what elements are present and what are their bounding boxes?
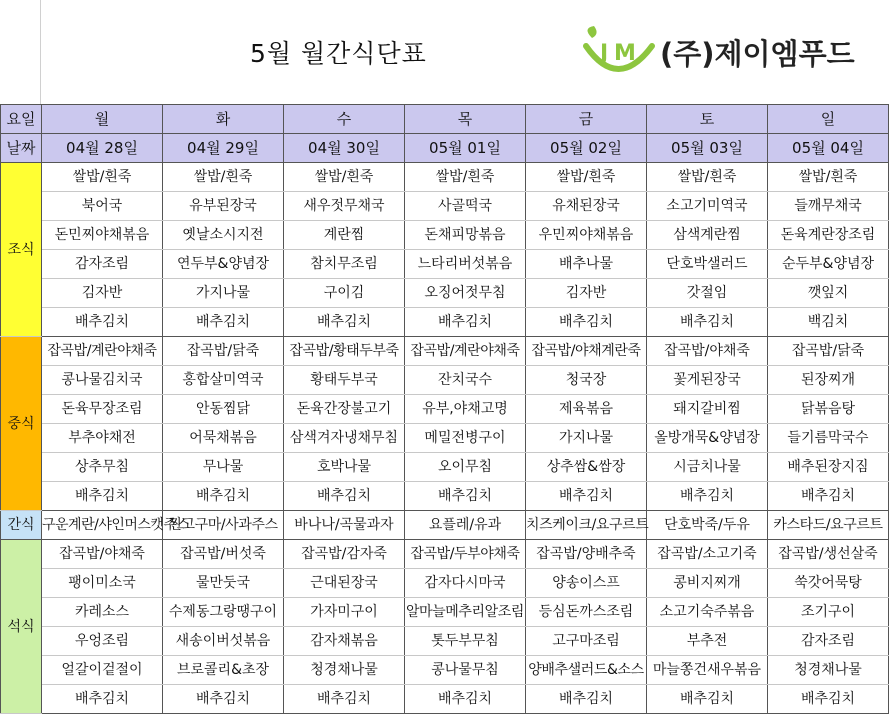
lunch-row <box>1 395 889 424</box>
menu-item: 무나물 <box>163 453 284 482</box>
date-cell: 05월 03일 <box>647 134 768 163</box>
dinner-row <box>1 627 889 656</box>
menu-item: 홍합살미역국 <box>163 366 284 395</box>
menu-item: 연두부&양념장 <box>163 250 284 279</box>
menu-item: 청국장 <box>526 366 647 395</box>
menu-item: 바나나/곡물과자 <box>284 511 405 540</box>
menu-item: 감자조림 <box>768 627 889 656</box>
menu-item: 갓절임 <box>647 279 768 308</box>
menu-item: 쌀밥/흰죽 <box>163 163 284 192</box>
menu-item: 쑥갓어묵탕 <box>768 569 889 598</box>
jm-logo-icon <box>578 24 658 82</box>
breakfast-row <box>1 279 889 308</box>
menu-item: 어묵채볶음 <box>163 424 284 453</box>
menu-item: 배추김치 <box>647 482 768 511</box>
menu-item: 소고기미역국 <box>647 192 768 221</box>
menu-item: 알마늘메추리알조림 <box>405 598 526 627</box>
menu-item: 배추김치 <box>768 685 889 714</box>
menu-item: 잡곡밥/닭죽 <box>768 337 889 366</box>
menu-item: 잡곡밥/소고기죽 <box>647 540 768 569</box>
lunch-row <box>1 482 889 511</box>
menu-item: 쌀밥/흰죽 <box>405 163 526 192</box>
date-cell: 04월 28일 <box>42 134 163 163</box>
menu-item: 새우젓무채국 <box>284 192 405 221</box>
breakfast-row <box>1 221 889 250</box>
menu-item: 잡곡밥/계란야채죽 <box>42 337 163 366</box>
menu-item: 배추나물 <box>526 250 647 279</box>
menu-item: 배추된장지짐 <box>768 453 889 482</box>
menu-item: 안동찜닭 <box>163 395 284 424</box>
menu-item: 호박나물 <box>284 453 405 482</box>
menu-item: 들기름막국수 <box>768 424 889 453</box>
menu-item: 찐고구마/사과주스 <box>163 511 284 540</box>
menu-item: 잔치국수 <box>405 366 526 395</box>
dinner-row <box>1 540 889 569</box>
menu-item: 배추김치 <box>526 685 647 714</box>
lunch-label: 중식 <box>1 337 42 511</box>
lunch-row <box>1 366 889 395</box>
breakfast-row <box>1 250 889 279</box>
menu-item: 배추김치 <box>42 308 163 337</box>
menu-item: 김자반 <box>526 279 647 308</box>
menu-item: 배추김치 <box>284 482 405 511</box>
menu-item: 잡곡밥/황태두부죽 <box>284 337 405 366</box>
menu-item: 배추김치 <box>405 308 526 337</box>
menu-item: 상추쌈&쌈장 <box>526 453 647 482</box>
weekday-cell: 금 <box>526 105 647 134</box>
menu-item: 우엉조림 <box>42 627 163 656</box>
menu-item: 김자반 <box>42 279 163 308</box>
breakfast-label: 조식 <box>1 163 42 337</box>
snack-label: 간식 <box>1 511 42 540</box>
breakfast-row <box>1 308 889 337</box>
lunch-row <box>1 337 889 366</box>
menu-item: 시금치나물 <box>647 453 768 482</box>
menu-item: 조기구이 <box>768 598 889 627</box>
menu-item: 잡곡밥/생선살죽 <box>768 540 889 569</box>
breakfast-row <box>1 192 889 221</box>
menu-item: 쌀밥/흰죽 <box>647 163 768 192</box>
date-cell: 05월 02일 <box>526 134 647 163</box>
menu-item: 등심돈까스조림 <box>526 598 647 627</box>
breakfast-row <box>1 163 889 192</box>
company-logo <box>578 24 878 82</box>
menu-item: 유부,야채고명 <box>405 395 526 424</box>
menu-item: 삼색겨자냉채무침 <box>284 424 405 453</box>
menu-item: 쌀밥/흰죽 <box>768 163 889 192</box>
menu-item: 청경채나물 <box>284 656 405 685</box>
snack-row <box>1 511 889 540</box>
date-cell: 05월 04일 <box>768 134 889 163</box>
menu-item: 잡곡밥/야채죽 <box>42 540 163 569</box>
menu-item: 팽이미소국 <box>42 569 163 598</box>
menu-item: 배추김치 <box>405 482 526 511</box>
menu-item: 잡곡밥/양배추죽 <box>526 540 647 569</box>
menu-item: 감자다시마국 <box>405 569 526 598</box>
menu-item: 배추김치 <box>405 685 526 714</box>
menu-item: 가지나물 <box>163 279 284 308</box>
menu-item: 돈채피망볶음 <box>405 221 526 250</box>
lunch-row <box>1 424 889 453</box>
menu-item: 황태두부국 <box>284 366 405 395</box>
menu-item: 쌀밥/흰죽 <box>526 163 647 192</box>
menu-item: 구이김 <box>284 279 405 308</box>
menu-item: 배추김치 <box>163 685 284 714</box>
menu-item: 잡곡밥/두부야채죽 <box>405 540 526 569</box>
menu-item: 배추김치 <box>163 308 284 337</box>
menu-item: 돈육계란장조림 <box>768 221 889 250</box>
menu-item: 가지나물 <box>526 424 647 453</box>
weekday-cell: 목 <box>405 105 526 134</box>
menu-item: 청경채나물 <box>768 656 889 685</box>
weekday-cell: 수 <box>284 105 405 134</box>
menu-item: 유채된장국 <box>526 192 647 221</box>
menu-item: 고구마조림 <box>526 627 647 656</box>
dinner-row <box>1 685 889 714</box>
menu-item: 잡곡밥/계란야채죽 <box>405 337 526 366</box>
menu-item: 단호박샐러드 <box>647 250 768 279</box>
menu-item: 구운계란/샤인머스캣주스 <box>42 511 163 540</box>
menu-item: 들깨무채국 <box>768 192 889 221</box>
menu-item: 배추김치 <box>284 685 405 714</box>
menu-item: 카스타드/요구르트 <box>768 511 889 540</box>
date-cell: 05월 01일 <box>405 134 526 163</box>
date-label: 날짜 <box>1 134 42 163</box>
menu-item: 배추김치 <box>768 482 889 511</box>
menu-item: 카레소스 <box>42 598 163 627</box>
lunch-row <box>1 453 889 482</box>
company-name: (주)제이엠푸드 <box>660 37 855 71</box>
menu-item: 치즈케이크/요구르트 <box>526 511 647 540</box>
menu-item: 제육볶음 <box>526 395 647 424</box>
menu-item: 배추김치 <box>42 482 163 511</box>
menu-item: 배추김치 <box>284 308 405 337</box>
menu-item: 감자조림 <box>42 250 163 279</box>
menu-item: 옛날소시지전 <box>163 221 284 250</box>
menu-item: 잡곡밥/감자죽 <box>284 540 405 569</box>
menu-item: 백김치 <box>768 308 889 337</box>
menu-item: 우민찌야채볶음 <box>526 221 647 250</box>
menu-item: 단호박죽/두유 <box>647 511 768 540</box>
weekday-row <box>1 105 889 134</box>
menu-item: 요플레/유과 <box>405 511 526 540</box>
menu-item: 오징어젓무침 <box>405 279 526 308</box>
menu-item: 쌀밥/흰죽 <box>284 163 405 192</box>
menu-item: 부추야채전 <box>42 424 163 453</box>
menu-item: 잡곡밥/야채계란죽 <box>526 337 647 366</box>
menu-item: 콩나물김치국 <box>42 366 163 395</box>
menu-item: 돼지갈비찜 <box>647 395 768 424</box>
menu-item: 돈민찌야채볶음 <box>42 221 163 250</box>
menu-item: 콩나물무침 <box>405 656 526 685</box>
page-title: 5월 월간식단표 <box>250 39 427 68</box>
menu-item: 쌀밥/흰죽 <box>42 163 163 192</box>
menu-item: 유부된장국 <box>163 192 284 221</box>
menu-item: 근대된장국 <box>284 569 405 598</box>
weekday-cell: 화 <box>163 105 284 134</box>
menu-item: 올방개묵&양념장 <box>647 424 768 453</box>
menu-item: 수제동그랑땡구이 <box>163 598 284 627</box>
menu-item: 감자채볶음 <box>284 627 405 656</box>
menu-item: 소고기숙주볶음 <box>647 598 768 627</box>
menu-item: 돈육무장조림 <box>42 395 163 424</box>
menu-item: 깻잎지 <box>768 279 889 308</box>
weekday-label: 요일 <box>1 105 42 134</box>
menu-item: 순두부&양념장 <box>768 250 889 279</box>
menu-item: 양배추샐러드&소스 <box>526 656 647 685</box>
menu-item: 새송이버섯볶음 <box>163 627 284 656</box>
menu-item: 상추무침 <box>42 453 163 482</box>
menu-item: 배추김치 <box>526 308 647 337</box>
dinner-row <box>1 598 889 627</box>
menu-item: 꽃게된장국 <box>647 366 768 395</box>
menu-item: 참치무조림 <box>284 250 405 279</box>
svg-text:J: J <box>600 41 609 66</box>
menu-item: 가자미구이 <box>284 598 405 627</box>
menu-item: 잡곡밥/야채죽 <box>647 337 768 366</box>
weekday-cell: 토 <box>647 105 768 134</box>
page-header <box>0 0 888 104</box>
menu-item: 오이무침 <box>405 453 526 482</box>
menu-item: 돈육간장불고기 <box>284 395 405 424</box>
header-left-column <box>0 0 41 104</box>
dinner-label: 석식 <box>1 540 42 714</box>
date-cell: 04월 30일 <box>284 134 405 163</box>
menu-item: 브로콜리&초장 <box>163 656 284 685</box>
menu-item: 잡곡밥/버섯죽 <box>163 540 284 569</box>
dinner-row <box>1 569 889 598</box>
dinner-row <box>1 656 889 685</box>
menu-item: 계란찜 <box>284 221 405 250</box>
menu-item: 배추김치 <box>647 685 768 714</box>
menu-item: 배추김치 <box>647 308 768 337</box>
menu-item: 닭볶음탕 <box>768 395 889 424</box>
menu-item: 배추김치 <box>42 685 163 714</box>
menu-item: 삼색계란찜 <box>647 221 768 250</box>
date-row <box>1 134 889 163</box>
menu-item: 톳두부무침 <box>405 627 526 656</box>
menu-item: 배추김치 <box>526 482 647 511</box>
svg-text:M: M <box>614 41 636 66</box>
weekday-cell: 월 <box>42 105 163 134</box>
menu-item: 콩비지찌개 <box>647 569 768 598</box>
date-cell: 04월 29일 <box>163 134 284 163</box>
menu-item: 메밀전병구이 <box>405 424 526 453</box>
weekday-cell: 일 <box>768 105 889 134</box>
menu-item: 물만둣국 <box>163 569 284 598</box>
menu-item: 느타리버섯볶음 <box>405 250 526 279</box>
menu-item: 사골떡국 <box>405 192 526 221</box>
menu-item: 배추김치 <box>163 482 284 511</box>
meal-table <box>0 104 889 714</box>
menu-item: 된장찌개 <box>768 366 889 395</box>
menu-item: 부추전 <box>647 627 768 656</box>
menu-item: 잡곡밥/닭죽 <box>163 337 284 366</box>
menu-item: 얼갈이겉절이 <box>42 656 163 685</box>
menu-item: 마늘쫑건새우볶음 <box>647 656 768 685</box>
menu-item: 북어국 <box>42 192 163 221</box>
menu-item: 양송이스프 <box>526 569 647 598</box>
